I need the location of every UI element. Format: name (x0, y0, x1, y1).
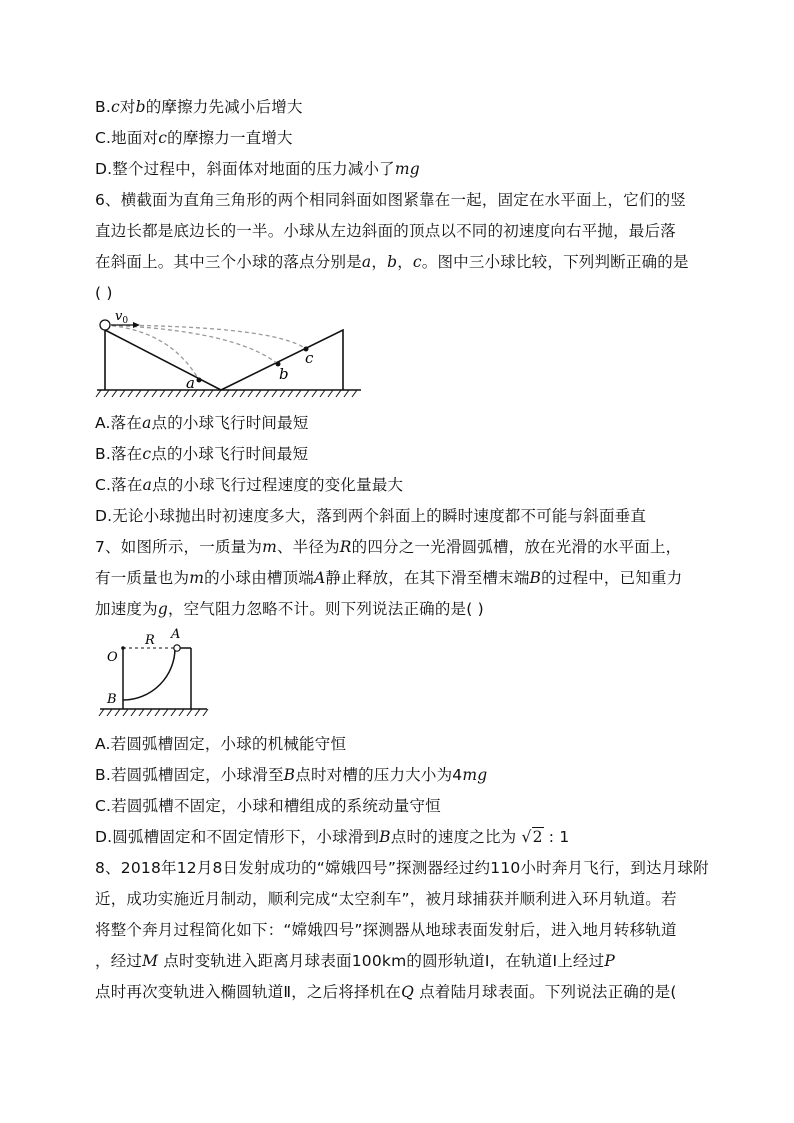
label-O: O (107, 650, 118, 665)
q6-option-b: B.落在c点的小球飞行时间最短 (95, 445, 309, 463)
q7-stem-line-1: 7、如图所示，一质量为m、半径为R的四分之一光滑圆弧槽，放在光滑的水平面上， (95, 538, 682, 556)
label-b: b (279, 365, 289, 383)
q8-stem-line-1: 8、2018年12月8日发射成功的“嫦娥四号”探测器经过约110小时奔月飞行，到达月球附 (95, 859, 709, 877)
ball (174, 645, 180, 651)
q6-figure-inclines (95, 308, 365, 400)
q5-option-d: D.整个过程中，斜面体对地面的压力减小了mg (95, 160, 420, 178)
q5-option-b: B.c对b的摩擦力先减小后增大 (95, 98, 303, 116)
sqrt-symbol: √2 (521, 828, 543, 846)
q7-option-b: B.若圆弧槽固定，小球滑至B点时对槽的压力大小为4mg (95, 766, 488, 784)
label-a: a (186, 374, 195, 392)
q7-stem-line-2: 有一质量也为m的小球由槽顶端A静止释放，在其下滑至槽末端B的过程中，已知重力 (95, 569, 683, 587)
q6-option-a: A.落在a点的小球飞行时间最短 (95, 414, 309, 432)
ball (100, 320, 110, 330)
ground-hatching (99, 709, 208, 716)
q7-option-d: D.圆弧槽固定和不固定情形下，小球滑到B点时的速度之比为 √2 : 1 (95, 828, 570, 846)
label-B: B (107, 692, 117, 707)
label-c: c (305, 349, 314, 367)
q6-option-c: C.落在a点的小球飞行过程速度的变化量最大 (95, 476, 404, 494)
q6-stem-line-1: 6、横截面为直角三角形的两个相同斜面如图紧靠在一起，固定在水平面上，它们的竖 (95, 191, 686, 209)
q6-option-d: D.无论小球抛出时初速度多大，落到两个斜面上的瞬时速度都不可能与斜面垂直 (95, 507, 647, 525)
q7-option-c: C.若圆弧槽不固定，小球和槽组成的系统动量守恒 (95, 797, 441, 815)
q7-figure-arc-groove (95, 625, 213, 725)
trajectories (105, 325, 306, 380)
center-point (121, 646, 125, 650)
label-v0: $v_0$ (115, 309, 129, 326)
ground-hatching (96, 390, 357, 397)
q6-stem-line-2: 直边长都是底边长的一半。小球从左边斜面的顶点以不同的初速度向右平抛，最后落 (95, 222, 676, 240)
label-R: R (145, 633, 155, 648)
left-incline (105, 330, 221, 390)
q5-option-c: C.地面对c的摩擦力一直增大 (95, 129, 293, 147)
q8-stem-line-4: ，经过M 点时变轨进入距离月球表面100km的圆形轨道Ⅰ，在轨道Ⅰ上经过P (95, 952, 615, 970)
arc-surface (123, 648, 175, 700)
q8-stem-line-3: 将整个奔月过程简化如下：“嫦娥四号”探测器从地球表面发射后，进入地月转移轨道 (95, 921, 677, 939)
q8-stem-line-2: 近，成功实施近月制动，顺利完成“太空刹车”，被月球捕获并顺利进入环月轨道。若 (95, 890, 677, 908)
q6-stem-line-3: 在斜面上。其中三个小球的落点分别是a，b，c。图中三小球比较，下列判断正确的是 (95, 253, 689, 271)
q7-stem-line-3: 加速度为g，空气阻力忽略不计。则下列说法正确的是( ) (95, 600, 484, 618)
q8-stem-line-5: 点时再次变轨进入椭圆轨道Ⅱ，之后将择机在Q 点着陆月球表面。下列说法正确的是( (95, 983, 677, 1001)
q6-answer-bracket: ( ) (95, 284, 113, 302)
q7-option-a: A.若圆弧槽固定，小球的机械能守恒 (95, 735, 347, 753)
point-a (197, 378, 202, 383)
trajectory-b (105, 325, 278, 364)
label-A: A (171, 627, 181, 642)
